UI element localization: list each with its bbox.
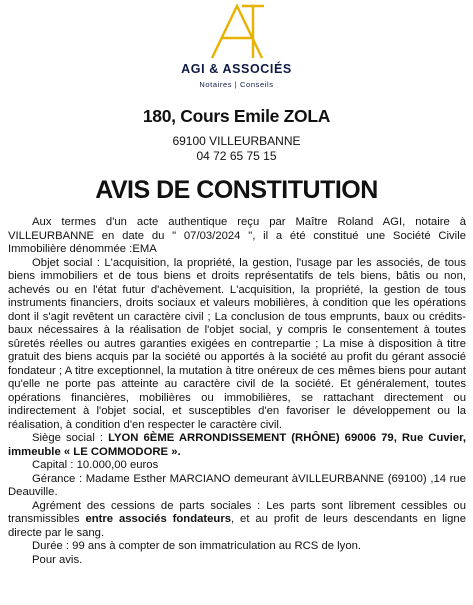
agrement-emphasis: entre associés fondateurs [85, 513, 231, 525]
capital-paragraph: Capital : 10.000,00 euros [32, 459, 159, 471]
siege-value: LYON 6ÈME ARRONDISSEMENT (RHÔNE) 69006 79, Rue Cuvier, immeuble « LE COMMODORE ». [8, 432, 466, 458]
agrement-paragraph [8, 500, 466, 541]
objet-paragraph: Objet social : L'acquisition, la propriété, la gestion, l'usage par les associés, de tous biens immobiliers et de tous biens et droits représentatifs de tels biens, bâtis ou non, achevés ou en l'état futur d'achèvement. L'acquisition, la propriété, la gestion de tous instruments financiers, droits sociaux et valeurs mobilières, à condition que les opérations dont il s'agit revêtent un caractère civil ; La conclusion de tous emprunts, baux ou crédits-baux nécessaires à la réalisation de l'objet social, y compris le consentement à toutes sûretés réelles ou autres garanties exigées en contrepartie ; La mise à disposition à titre gratuit des biens acquis par la société ou apportés à la société au profit du gérant associé fondateur ; A titre exceptionnel, la mutation à titre onéreux de ces mêmes biens pour autant qu'elle ne porte pas atteinte au caractère civil de la société. Et généralement, toutes opérations financières, mobilières ou immobilières, se rattachant directement ou indirectement à l'objet social, et susceptibles d'en favoriser le développement ou la réalisation, à condition d'en respecter le caractère civil. [8, 256, 466, 431]
firm-monogram-icon [202, 2, 272, 62]
office-street: 180, Cours Emile ZOLA [142, 106, 331, 126]
office-phone: 04 72 65 75 15 [196, 149, 277, 163]
intro-paragraph: Aux termes d'un acte authentique reçu par Maître Roland AGI, notaire à VILLEURBANNE en date du " 07/03/2024 ", il a été constitué une Société Civile Immobilière dénommée :EMA [8, 216, 466, 255]
notice-title: AVIS DE CONSTITUTION [95, 176, 378, 204]
firm-name: AGI & ASSOCIÉS [181, 62, 292, 76]
agrement-text-c: , et au profit de leurs descendants en ligne directe par le sang. [8, 513, 466, 539]
gerance-paragraph: Gérance : Madame Esther MARCIANO demeurant àVILLEURBANNE (69100) ,14 rue Deauville. [8, 472, 466, 498]
siege-label: Siège social : [32, 432, 109, 444]
office-city: 69100 VILLEURBANNE [172, 134, 301, 148]
firm-logo [0, 2, 473, 62]
notice-body [8, 216, 466, 567]
duree-paragraph: Durée : 99 ans à compter de son immatriculation au RCS de lyon. [32, 540, 362, 552]
siege-paragraph [8, 432, 466, 459]
closing-paragraph: Pour avis. [32, 553, 83, 566]
firm-subtitle: Notaires | Conseils [199, 80, 274, 89]
agrement-text-a: Agrément des cessions de parts sociales : Les parts sont librement cessibles ou transmissibles [8, 499, 466, 525]
